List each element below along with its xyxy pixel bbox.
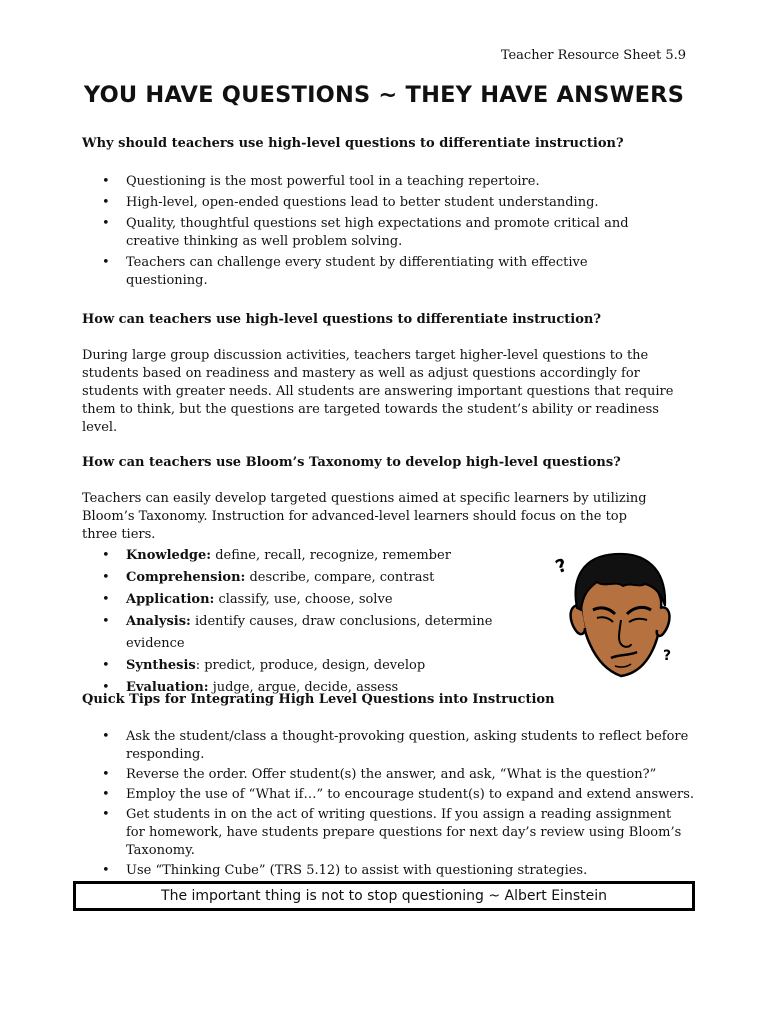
list-item: • Evaluation: judge, argue, decide, assess [102,680,399,695]
einstein-quote-box: The important thing is not to stop questioning ~ Albert Einstein [73,881,695,911]
svg-text:?: ? [663,648,672,664]
list-item: • Application: classify, use, choose, solve [102,592,393,607]
list-item: • Get students in on the act of writing questions. If you assign a reading assignment for homework, have students prepare questions for next day’s review using Bloom’s Taxonomy. [102,807,682,858]
thinking-face-icon [553,548,683,683]
blooms-tier-list [82,545,552,699]
section1-question: Why should teachers use high-level questions to differentiate instruction? [82,136,624,151]
list-item: • Synthesis: predict, produce, design, develop [102,658,426,673]
section3-question: How can teachers use Bloom’s Taxonomy to develop high-level questions? [82,455,621,470]
section4-heading: Quick Tips for Integrating High Level Questions into Instruction [82,692,555,707]
list-item: • Comprehension: describe, compare, contrast [102,570,435,585]
list-item: • Ask the student/class a thought-provoking question, asking students to reflect before responding. [102,729,689,762]
list-item: • Analysis: identify causes, draw conclusions, determine evidence [102,614,493,651]
section2-question: How can teachers use high-level questions to differentiate instruction? [82,312,601,327]
list-item: • Questioning is the most powerful tool in a teaching repertoire. [102,174,540,189]
list-item: • Knowledge: define, recall, recognize, remember [102,548,451,563]
quick-tips-list [82,728,694,880]
list-item: • Use “Thinking Cube” (TRS 5.12) to assist with questioning strategies. [102,863,588,878]
section1-bullet-list [82,173,662,290]
section2-paragraph: During large group discussion activities, teachers target higher-level questions to the students based on readiness and mastery as well as adjust questions accordingly for students with greater needs. All students are answering important questions that require them to think, but the questions are targeted towards the student’s ability or readiness level. [82,348,674,435]
list-item: • Employ the use of “What if…” to encourage student(s) to expand and extend answers. [102,787,695,802]
page-title: YOU HAVE QUESTIONS ~ THEY HAVE ANSWERS [83,82,685,108]
list-item: • Reverse the order. Offer student(s) the answer, and ask, “What is the question?” [102,767,657,782]
resource-sheet-label: Teacher Resource Sheet 5.9 [500,48,686,63]
list-item: • Quality, thoughtful questions set high expectations and promote critical and creative thinking as well problem solving. [102,216,629,249]
svg-text:?: ? [553,554,570,579]
section3-paragraph: Teachers can easily develop targeted questions aimed at specific learners by utilizing Bloom’s Taxonomy. Instruction for advanced-level learners should focus on the top three tiers. [82,491,647,542]
list-item: • High-level, open-ended questions lead to better student understanding. [102,195,599,210]
list-item: • Teachers can challenge every student by differentiating with effective questioning. [102,255,588,288]
